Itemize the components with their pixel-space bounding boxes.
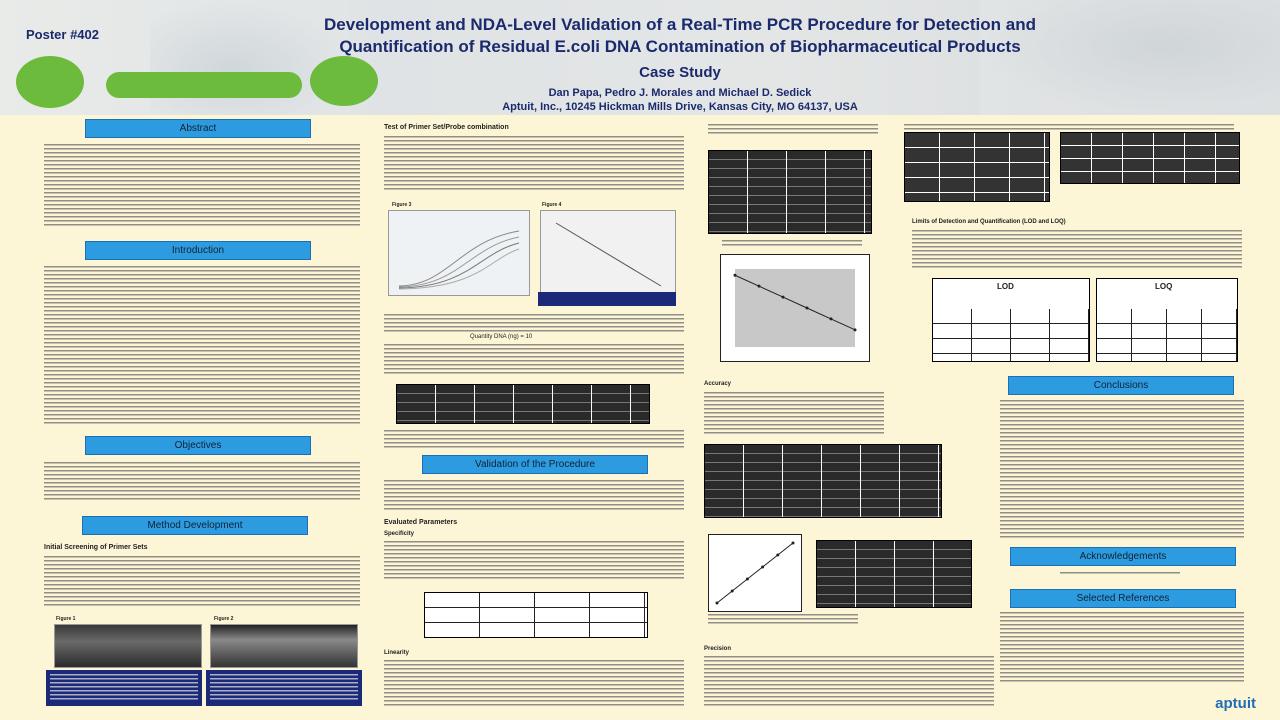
objectives-text	[44, 462, 360, 502]
references-text	[1000, 612, 1244, 684]
data-point	[854, 328, 857, 331]
validation-text	[384, 480, 684, 512]
data-point	[734, 274, 737, 277]
accuracy-text	[704, 392, 884, 434]
initial-screening-text	[44, 556, 360, 608]
section-acknowledgements: Acknowledgements	[1010, 547, 1236, 566]
evaluated-parameters-heading: Evaluated Parameters	[384, 519, 458, 526]
equation: Quantity DNA (ng) = 10	[470, 334, 533, 340]
section-objectives: Objectives	[85, 436, 311, 455]
test-primer-heading: Test of Primer Set/Probe combination	[384, 124, 509, 131]
lod-loq-heading: Limits of Detection and Quantification (LOD and LOQ)	[912, 219, 1066, 225]
figure4-standard-curve-image	[540, 210, 676, 296]
figure2-gel-image	[210, 624, 358, 668]
title-line-2: Quantification of Residual E.coli DNA Contamination of Biopharmaceutical Products	[339, 37, 1021, 56]
figure2-label: Figure 2	[214, 616, 234, 622]
data-point	[746, 578, 749, 581]
accuracy-heading: Accuracy	[704, 381, 732, 387]
authors-block	[180, 86, 1180, 114]
standard-curve-thumb	[541, 211, 675, 295]
linearity-chart	[708, 534, 802, 612]
figure2-caption	[206, 670, 362, 706]
lod-table	[932, 278, 1090, 362]
poster-number: Poster #402	[26, 27, 99, 42]
section-abstract: Abstract	[85, 119, 311, 138]
section-validation: Validation of the Procedure	[422, 455, 648, 474]
figure3-label: Figure 3	[392, 202, 412, 208]
initial-screening-heading: Initial Screening of Primer Sets	[44, 544, 148, 551]
lod-loq-text	[912, 230, 1242, 270]
precision-tables-caption	[904, 124, 1234, 130]
data-point	[716, 602, 719, 605]
data-point	[761, 566, 764, 569]
results-table-1	[708, 150, 872, 234]
abstract-text	[44, 144, 360, 228]
acknowledgements-text	[1060, 572, 1180, 576]
introduction-text	[44, 266, 360, 426]
precision-heading: Precision	[704, 646, 732, 652]
linearity-svg	[709, 535, 801, 611]
primer-selection-text	[384, 430, 684, 450]
poster-subtitle: Case Study	[639, 64, 721, 81]
data-point	[758, 285, 761, 288]
section-references: Selected References	[1010, 589, 1236, 608]
precision-text	[704, 656, 994, 706]
linearity-heading: Linearity	[384, 650, 410, 656]
aptuit-logo: aptuit	[1215, 695, 1256, 712]
figure4-label: Figure 4	[542, 202, 562, 208]
lod-table-label: LOD	[997, 282, 1014, 291]
amplification-curves	[389, 211, 529, 295]
accuracy-table	[704, 444, 942, 518]
plot-area	[735, 269, 855, 347]
loq-table	[1096, 278, 1238, 362]
section-conclusions: Conclusions	[1008, 376, 1234, 395]
equation-explanation	[384, 344, 684, 374]
figure3-amplification-plot	[388, 210, 530, 296]
loq-table-label: LOQ	[1155, 282, 1173, 291]
data-point	[806, 307, 809, 310]
figure-linearity-caption	[708, 614, 858, 624]
data-point	[792, 542, 795, 545]
data-point	[782, 296, 785, 299]
data-point	[830, 317, 833, 320]
standard-curve-svg	[721, 255, 869, 361]
precision-table-2	[1060, 132, 1240, 184]
precision-table-1	[904, 132, 1050, 202]
specificity-table	[424, 592, 648, 638]
data-point	[776, 554, 779, 557]
data-point	[731, 590, 734, 593]
chart1-caption	[722, 240, 862, 246]
equation-intro-text	[384, 314, 684, 332]
author-names: Dan Papa, Pedro J. Morales and Michael D. Sedick	[548, 87, 812, 99]
figure1-gel-image	[54, 624, 202, 668]
figure1-label: Figure 1	[56, 616, 76, 622]
results-intro-text	[708, 124, 878, 136]
figure4-caption	[538, 292, 676, 306]
test-primer-text	[384, 136, 684, 192]
linearity-text	[384, 660, 684, 706]
primer-comparison-table	[396, 384, 650, 424]
title-line-1: Development and NDA-Level Validation of a Real-Time PCR Procedure for Detection and	[324, 15, 1036, 34]
specificity-text	[384, 541, 684, 581]
linearity-table	[816, 540, 972, 608]
conclusions-text	[1000, 400, 1244, 538]
standard-curve-chart	[720, 254, 870, 362]
poster-title	[180, 14, 1180, 58]
specificity-heading: Specificity	[384, 531, 415, 537]
green-circle-left	[16, 56, 84, 108]
affiliation: Aptuit, Inc., 10245 Hickman Mills Drive, Kansas City, MO 64137, USA	[502, 101, 858, 113]
figure1-caption	[46, 670, 202, 706]
section-method-development: Method Development	[82, 516, 308, 535]
section-introduction: Introduction	[85, 241, 311, 260]
